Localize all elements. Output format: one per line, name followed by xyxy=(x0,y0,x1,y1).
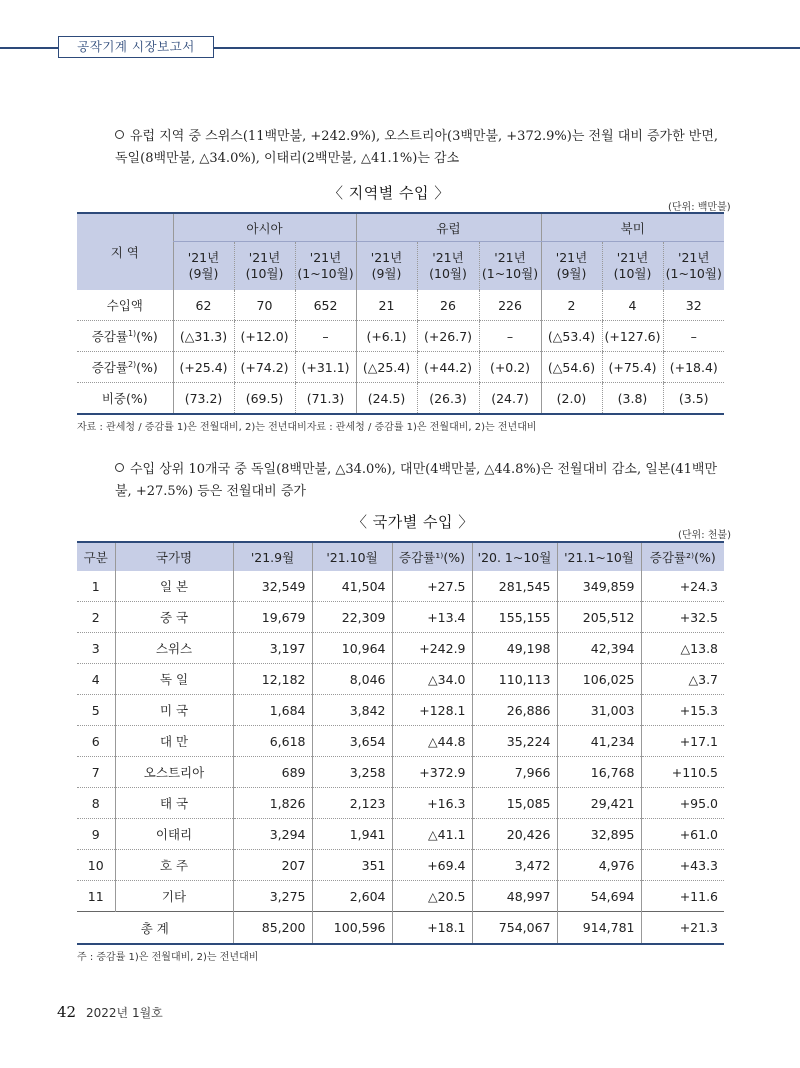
row-label-unit: (%) xyxy=(136,329,158,344)
table-row xyxy=(77,321,724,352)
table-cell: 3,472 xyxy=(472,850,557,881)
country-cell: 독 일 xyxy=(115,664,233,695)
table-cell: +43.3 xyxy=(641,850,724,881)
table-cell: (3.8) xyxy=(602,383,663,415)
country-cell: 태 국 xyxy=(115,788,233,819)
table-cell: △44.8 xyxy=(392,726,472,757)
table-row xyxy=(77,290,724,321)
table-cell: +13.4 xyxy=(392,602,472,633)
table-cell: +61.0 xyxy=(641,819,724,850)
rank-cell: 2 xyxy=(77,602,115,633)
table-cell: 62 xyxy=(173,290,234,321)
table-cell: +95.0 xyxy=(641,788,724,819)
table-cell: +16.3 xyxy=(392,788,472,819)
table-row xyxy=(77,383,724,415)
table-cell: 2,123 xyxy=(312,788,392,819)
table-cell: 4 xyxy=(602,290,663,321)
period-year: '21년 xyxy=(678,250,710,265)
table-cell: +24.3 xyxy=(641,571,724,602)
country-cell: 기타 xyxy=(115,881,233,912)
table-cell: 2,604 xyxy=(312,881,392,912)
period-header xyxy=(356,242,417,291)
table-cell: 48,997 xyxy=(472,881,557,912)
table-cell: 3,294 xyxy=(233,819,312,850)
table-cell: (△25.4) xyxy=(356,352,417,383)
country-cell: 미 국 xyxy=(115,695,233,726)
table-cell: 32 xyxy=(663,290,724,321)
table-cell: △41.1 xyxy=(392,819,472,850)
rank-cell: 11 xyxy=(77,881,115,912)
total-label: 총 계 xyxy=(77,912,233,945)
period-header xyxy=(295,242,356,291)
period-year: '21년 xyxy=(616,250,649,265)
table-cell: +15.3 xyxy=(641,695,724,726)
period-range: (9월) xyxy=(371,266,402,281)
column-header: 증감률²⁾(%) xyxy=(641,542,724,571)
table-cell: +11.6 xyxy=(641,881,724,912)
period-header xyxy=(541,242,602,291)
period-range: (10월) xyxy=(613,266,652,281)
period-year: '21년 xyxy=(555,250,588,265)
total-cell: 100,596 xyxy=(312,912,392,945)
table-cell: 29,421 xyxy=(557,788,641,819)
table-cell: – xyxy=(295,321,356,352)
table-cell: 31,003 xyxy=(557,695,641,726)
table-cell: 106,025 xyxy=(557,664,641,695)
total-cell: +18.1 xyxy=(392,912,472,945)
country-cell: 호 주 xyxy=(115,850,233,881)
table-cell: 205,512 xyxy=(557,602,641,633)
table-cell: △13.8 xyxy=(641,633,724,664)
table-cell: (+127.6) xyxy=(602,321,663,352)
total-cell: +21.3 xyxy=(641,912,724,945)
period-header xyxy=(417,242,479,291)
table-cell: 16,768 xyxy=(557,757,641,788)
period-range: (1~10월) xyxy=(481,266,539,281)
column-header: 증감률¹⁾(%) xyxy=(392,542,472,571)
table-cell: 2 xyxy=(541,290,602,321)
column-header: '21.1~10월 xyxy=(557,542,641,571)
table-cell: 207 xyxy=(233,850,312,881)
table-row xyxy=(77,881,724,912)
rank-cell: 6 xyxy=(77,726,115,757)
country-cell: 일 본 xyxy=(115,571,233,602)
region-import-table xyxy=(77,212,724,415)
country-cell: 중 국 xyxy=(115,602,233,633)
period-range: (10월) xyxy=(429,266,467,281)
region-group-asia: 아시아 xyxy=(173,213,356,242)
table-row xyxy=(77,819,724,850)
table-cell: (+6.1) xyxy=(356,321,417,352)
table-cell: 3,258 xyxy=(312,757,392,788)
table-cell: +242.9 xyxy=(392,633,472,664)
column-header: '20. 1~10월 xyxy=(472,542,557,571)
table-cell: 349,859 xyxy=(557,571,641,602)
table-cell: 6,618 xyxy=(233,726,312,757)
row-label-text: 증감률 xyxy=(91,360,128,375)
country-import-table xyxy=(77,541,724,945)
table-cell: +17.1 xyxy=(641,726,724,757)
row-label-text: 수입액 xyxy=(106,298,143,313)
page-number: 42 xyxy=(57,1003,77,1021)
table-cell: 4,976 xyxy=(557,850,641,881)
table-cell: 32,895 xyxy=(557,819,641,850)
row-label xyxy=(77,352,173,383)
rank-cell: 8 xyxy=(77,788,115,819)
country-table-note: 주 : 증감률 1)은 전월대비, 2)는 전년대비 xyxy=(77,952,259,963)
period-year: '21년 xyxy=(432,250,464,265)
period-year: '21년 xyxy=(248,250,281,265)
country-cell: 오스트리아 xyxy=(115,757,233,788)
table-cell: 32,549 xyxy=(233,571,312,602)
table-cell: (△54.6) xyxy=(541,352,602,383)
table-cell: +372.9 xyxy=(392,757,472,788)
column-header: 국가명 xyxy=(115,542,233,571)
table-cell: 3,275 xyxy=(233,881,312,912)
table-cell: 226 xyxy=(479,290,541,321)
period-year: '21년 xyxy=(370,250,403,265)
country-cell: 대 만 xyxy=(115,726,233,757)
rank-cell: 1 xyxy=(77,571,115,602)
table-cell: (△31.3) xyxy=(173,321,234,352)
period-range: (9월) xyxy=(188,266,219,281)
table-row xyxy=(77,602,724,633)
table-cell: +27.5 xyxy=(392,571,472,602)
table-row xyxy=(77,633,724,664)
row-label-footnote: 2) xyxy=(127,359,137,369)
total-cell: 754,067 xyxy=(472,912,557,945)
table-cell: (△53.4) xyxy=(541,321,602,352)
period-header xyxy=(663,242,724,291)
table-cell: 8,046 xyxy=(312,664,392,695)
summary-text: 유럽 지역 중 스위스(11백만불, +242.9%), 오스트리아(3백만불, +372.9%)는 전월 대비 증가한 반면, 독일(8백만불, △34.0%), 이태리(2백만불, △41.1%)는 감소 xyxy=(115,129,719,166)
table-cell: 41,234 xyxy=(557,726,641,757)
period-range: (1~10월) xyxy=(665,266,722,281)
region-table-unit: (단위: 백만불) xyxy=(668,202,731,213)
table-cell: 3,842 xyxy=(312,695,392,726)
summary-paragraph-europe xyxy=(115,126,730,170)
table-cell: +69.4 xyxy=(392,850,472,881)
table-cell: (+12.0) xyxy=(234,321,295,352)
table-cell: (69.5) xyxy=(234,383,295,415)
summary-text: 수입 상위 10개국 중 독일(8백만불, △34.0%), 대만(4백만불, △44.8%)은 전월대비 감소, 일본(41백만불, +27.5%) 등은 전월대비 증가 xyxy=(115,462,718,499)
table-cell: (3.5) xyxy=(663,383,724,415)
table-cell: (+0.2) xyxy=(479,352,541,383)
region-group-europe: 유럽 xyxy=(356,213,541,242)
report-title-tab: 공작기계 시장보고서 xyxy=(58,36,214,58)
table-cell: (2.0) xyxy=(541,383,602,415)
table-cell: +128.1 xyxy=(392,695,472,726)
country-cell: 스위스 xyxy=(115,633,233,664)
period-year: '21년 xyxy=(309,250,342,265)
rank-cell: 5 xyxy=(77,695,115,726)
table-cell: 3,197 xyxy=(233,633,312,664)
bullet-icon xyxy=(115,130,124,139)
rank-cell: 4 xyxy=(77,664,115,695)
table-cell: (+31.1) xyxy=(295,352,356,383)
table-cell: 22,309 xyxy=(312,602,392,633)
row-label xyxy=(77,383,173,415)
table-cell: – xyxy=(663,321,724,352)
table-row xyxy=(77,757,724,788)
table-cell: △20.5 xyxy=(392,881,472,912)
period-range: (10월) xyxy=(245,266,284,281)
row-label-footnote: 1) xyxy=(127,328,137,338)
table-cell: 70 xyxy=(234,290,295,321)
country-table-title: 〈 국가별 수입 〉 xyxy=(352,513,474,531)
table-cell: 15,085 xyxy=(472,788,557,819)
table-cell: +110.5 xyxy=(641,757,724,788)
table-cell: +32.5 xyxy=(641,602,724,633)
region-group-north-america: 북미 xyxy=(541,213,724,242)
table-cell: 652 xyxy=(295,290,356,321)
bullet-icon xyxy=(115,463,124,472)
table-row xyxy=(77,352,724,383)
table-cell: 42,394 xyxy=(557,633,641,664)
period-range: (9월) xyxy=(556,266,587,281)
period-year: '21년 xyxy=(187,250,220,265)
column-header: '21.9월 xyxy=(233,542,312,571)
region-corner-header: 지 역 xyxy=(77,213,173,290)
table-cell: (71.3) xyxy=(295,383,356,415)
table-cell: 110,113 xyxy=(472,664,557,695)
table-cell: (24.7) xyxy=(479,383,541,415)
region-table-title: 〈 지역별 수입 〉 xyxy=(328,184,450,202)
table-row xyxy=(77,726,724,757)
issue-label: 2022년 1월호 xyxy=(86,1006,163,1020)
table-cell: △3.7 xyxy=(641,664,724,695)
country-table-unit: (단위: 천불) xyxy=(678,530,731,541)
table-cell: (24.5) xyxy=(356,383,417,415)
table-row xyxy=(77,571,724,602)
total-row xyxy=(77,912,724,945)
table-cell: (26.3) xyxy=(417,383,479,415)
table-row xyxy=(77,695,724,726)
table-cell: 41,504 xyxy=(312,571,392,602)
table-cell: (+18.4) xyxy=(663,352,724,383)
table-cell: 21 xyxy=(356,290,417,321)
total-cell: 85,200 xyxy=(233,912,312,945)
table-cell: (+74.2) xyxy=(234,352,295,383)
row-label-unit: (%) xyxy=(136,360,158,375)
period-header xyxy=(602,242,663,291)
table-cell: △34.0 xyxy=(392,664,472,695)
table-cell: 19,679 xyxy=(233,602,312,633)
table-cell: 3,654 xyxy=(312,726,392,757)
table-cell: 7,966 xyxy=(472,757,557,788)
table-cell: 26 xyxy=(417,290,479,321)
row-label xyxy=(77,321,173,352)
row-label xyxy=(77,290,173,321)
table-row xyxy=(77,850,724,881)
rank-cell: 10 xyxy=(77,850,115,881)
table-cell: 12,182 xyxy=(233,664,312,695)
table-cell: 155,155 xyxy=(472,602,557,633)
rank-cell: 3 xyxy=(77,633,115,664)
rank-cell: 9 xyxy=(77,819,115,850)
table-cell: 1,941 xyxy=(312,819,392,850)
table-row xyxy=(77,788,724,819)
rank-cell: 7 xyxy=(77,757,115,788)
table-cell: 20,426 xyxy=(472,819,557,850)
table-cell: 10,964 xyxy=(312,633,392,664)
summary-paragraph-countries xyxy=(115,459,730,503)
column-header: 구분 xyxy=(77,542,115,571)
table-cell: 1,684 xyxy=(233,695,312,726)
table-cell: 1,826 xyxy=(233,788,312,819)
table-cell: (73.2) xyxy=(173,383,234,415)
period-range: (1~10월) xyxy=(297,266,354,281)
table-cell: (+26.7) xyxy=(417,321,479,352)
table-cell: (+44.2) xyxy=(417,352,479,383)
period-year: '21년 xyxy=(494,250,526,265)
total-cell: 914,781 xyxy=(557,912,641,945)
table-cell: 35,224 xyxy=(472,726,557,757)
table-cell: 689 xyxy=(233,757,312,788)
column-header: '21.10월 xyxy=(312,542,392,571)
row-label-text: 비중(%) xyxy=(101,391,148,406)
table-cell: 49,198 xyxy=(472,633,557,664)
table-cell: 26,886 xyxy=(472,695,557,726)
table-cell: 281,545 xyxy=(472,571,557,602)
table-cell: – xyxy=(479,321,541,352)
table-cell: 54,694 xyxy=(557,881,641,912)
table-cell: (+75.4) xyxy=(602,352,663,383)
period-header xyxy=(173,242,234,291)
table-cell: (+25.4) xyxy=(173,352,234,383)
table-cell: 351 xyxy=(312,850,392,881)
table-row xyxy=(77,664,724,695)
region-table-note: 자료 : 관세청 / 증감률 1)은 전월대비, 2)는 전년대비자료 : 관세청 / 증감률 1)은 전월대비, 2)는 전년대비 xyxy=(77,422,537,433)
period-header xyxy=(479,242,541,291)
row-label-text: 증감률 xyxy=(91,329,128,344)
country-cell: 이태리 xyxy=(115,819,233,850)
period-header xyxy=(234,242,295,291)
